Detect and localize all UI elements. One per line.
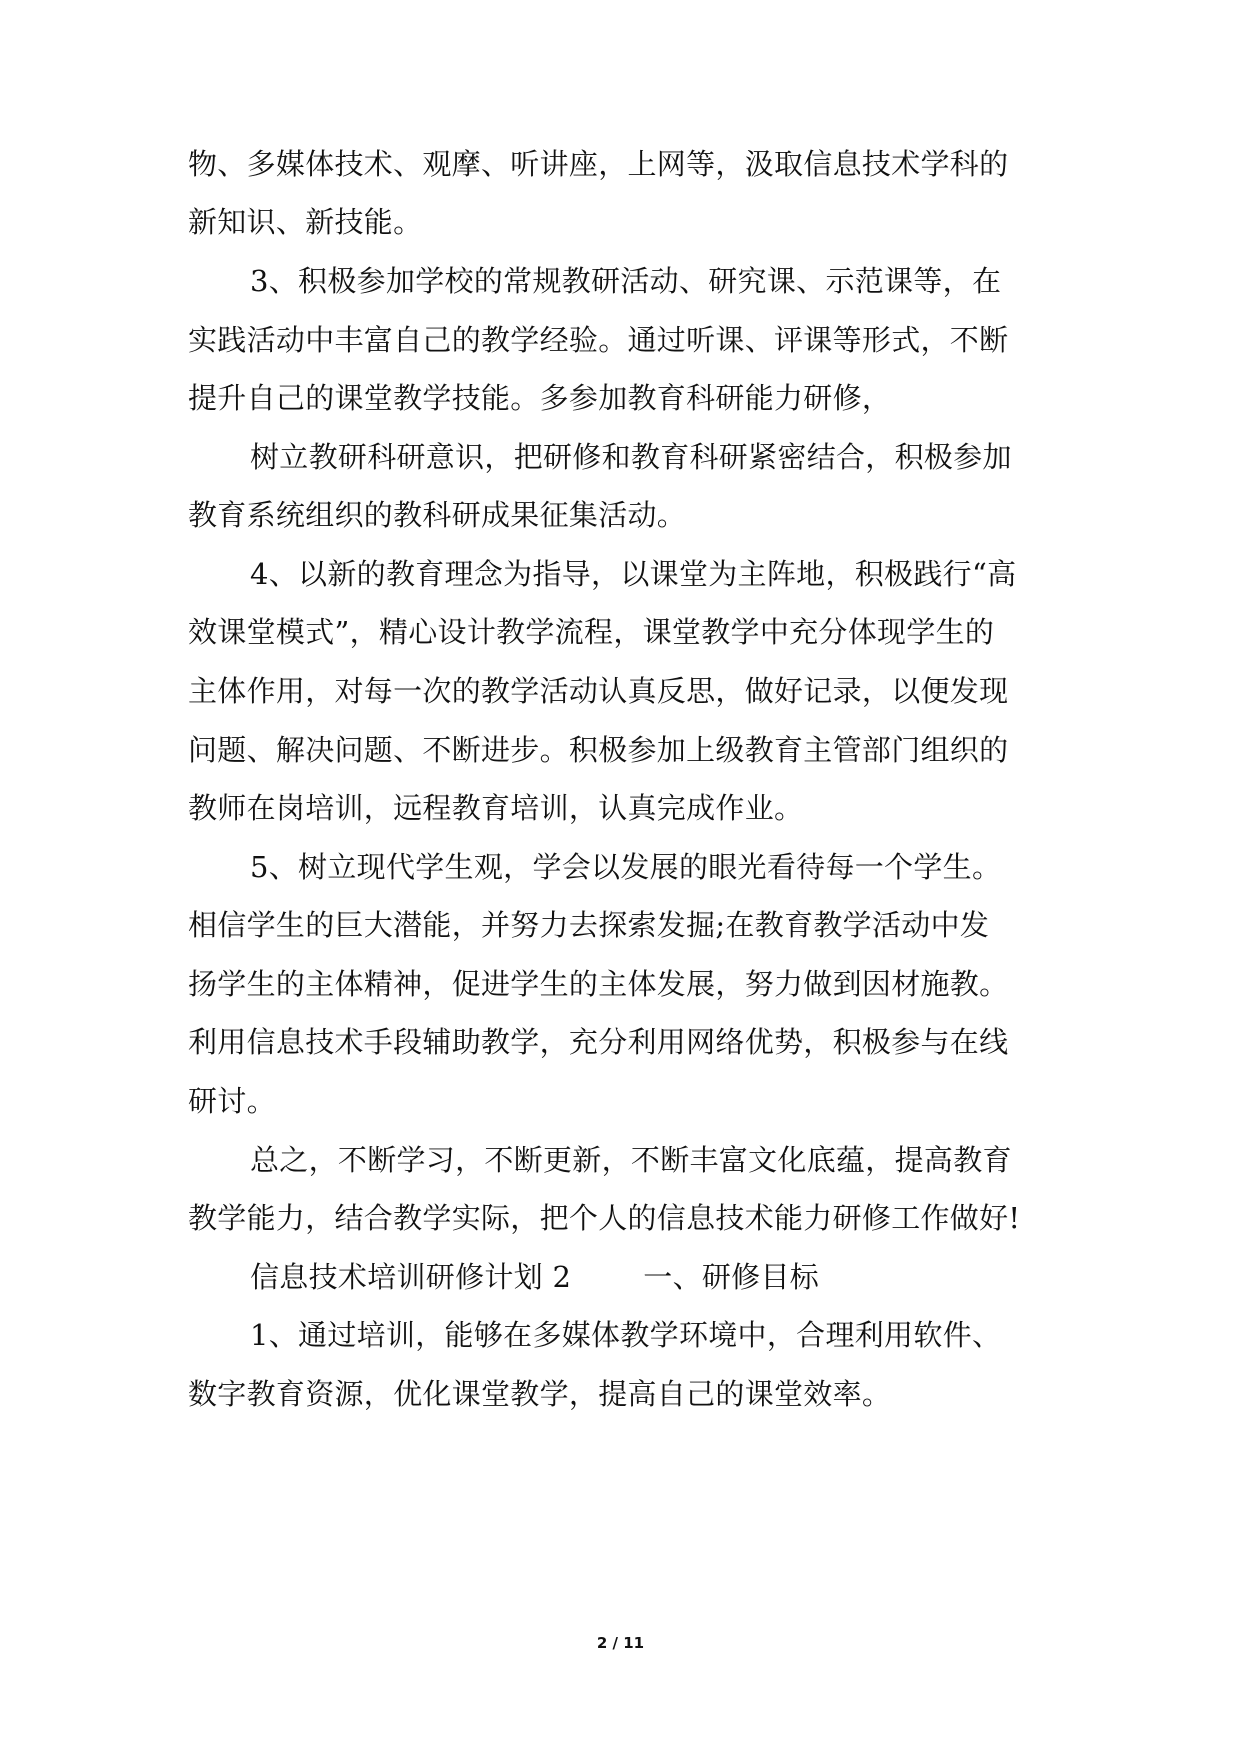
paragraph-line: 树立教研科研意识，把研修和教育科研紧密结合，积极参加 — [250, 440, 1012, 474]
section-heading: 一、研修目标 — [643, 1260, 820, 1294]
paragraph-line: 研讨。 — [188, 1084, 276, 1118]
plan-title: 信息技术培训研修计划 2 — [250, 1260, 572, 1294]
paragraph-line: 实践活动中丰富自己的教学经验。通过听课、评课等形式，不断 — [188, 323, 1009, 357]
paragraph-line: 新知识、新技能。 — [188, 205, 423, 239]
paragraph-line: 教师在岗培训，远程教育培训，认真完成作业。 — [188, 791, 804, 825]
page-number: 2 / 11 — [596, 1634, 645, 1652]
paragraph-line: 相信学生的巨大潜能，并努力去探索发掘;在教育教学活动中发 — [188, 908, 990, 942]
paragraph-line: 总之，不断学习，不断更新，不断丰富文化底蕴，提高教育 — [250, 1143, 1012, 1177]
paragraph-line: 3、积极参加学校的常规教研活动、研究课、示范课等，在 — [250, 264, 1002, 298]
paragraph-line: 效课堂模式”，精心设计教学流程，课堂教学中充分体现学生的 — [188, 615, 995, 649]
paragraph-line: 问题、解决问题、不断进步。积极参加上级教育主管部门组织的 — [188, 733, 1009, 767]
paragraph-line: 数字教育资源，优化课堂教学，提高自己的课堂效率。 — [188, 1377, 892, 1411]
paragraph-line: 利用信息技术手段辅助教学，充分利用网络优势，积极参与在线 — [188, 1025, 1009, 1059]
paragraph-line: 教学能力，结合教学实际，把个人的信息技术能力研修工作做好! — [188, 1201, 1021, 1235]
paragraph-line: 4、以新的教育理念为指导，以课堂为主阵地，积极践行“高 — [250, 557, 1017, 591]
paragraph-line: 提升自己的课堂教学技能。多参加教育科研能力研修， — [188, 381, 892, 415]
paragraph-line: 扬学生的主体精神，促进学生的主体发展，努力做到因材施教。 — [188, 967, 1009, 1001]
paragraph-line: 主体作用，对每一次的教学活动认真反思，做好记录，以便发现 — [188, 674, 1009, 708]
paragraph-line: 1、通过培训，能够在多媒体教学环境中，合理利用软件、 — [250, 1318, 1002, 1352]
paragraph-line: 教育系统组织的教科研成果征集活动。 — [188, 498, 687, 532]
section-heading-line — [250, 1257, 819, 1297]
paragraph-line: 物、多媒体技术、观摩、听讲座，上网等，汲取信息技术学科的 — [188, 147, 1009, 181]
paragraph-line: 5、树立现代学生观，学会以发展的眼光看待每一个学生。 — [250, 850, 1002, 884]
